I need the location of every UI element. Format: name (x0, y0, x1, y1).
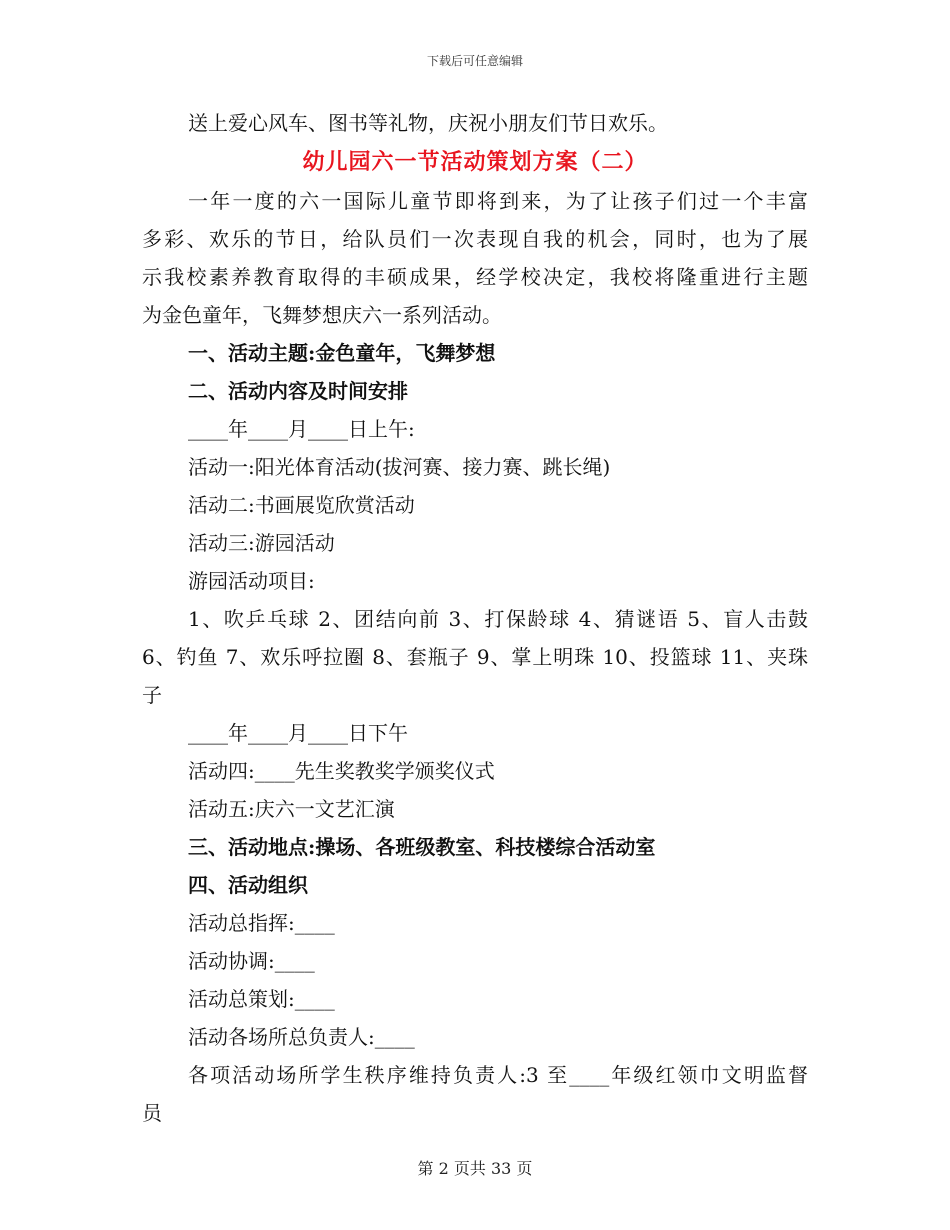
intro-line: 示我校素养教育取得的丰硕成果，经学校决定，我校将隆重进行主题 (142, 265, 808, 289)
section-heading: 一、活动主题:金色童年，飞舞梦想 (188, 341, 496, 365)
activity-item: 活动五:庆六一文艺汇演 (188, 797, 395, 821)
garden-items-line: 1、吹乒乓球 2、团结向前 3、打保龄球 4、猜谜语 5、盲人击鼓 (188, 607, 808, 631)
organization-item-continued: 员 (142, 1101, 162, 1125)
document-body (142, 104, 808, 1132)
intro-line: 多彩、欢乐的节日，给队员们一次表现自我的机会，同时，也为了展 (142, 227, 808, 251)
organization-item: 各项活动场所学生秩序维持负责人:3 至____年级红领巾文明监督 (188, 1063, 808, 1087)
header-note: 下载后可任意编辑 (426, 54, 523, 68)
garden-items-label: 游园活动项目: (188, 569, 315, 593)
intro-line: 一年一度的六一国际儿童节即将到来，为了让孩子们过一个丰富 (188, 189, 808, 213)
organization-item: 活动各场所总负责人:____ (188, 1025, 415, 1049)
section-heading: 三、活动地点:操场、各班级教室、科技楼综合活动室 (188, 835, 656, 859)
activity-item: 活动二:书画展览欣赏活动 (188, 493, 415, 517)
section-heading: 四、活动组织 (188, 873, 308, 897)
section-heading: 二、活动内容及时间安排 (188, 379, 408, 403)
document-title: 幼儿园六一节活动策划方案（二） (302, 149, 648, 175)
page-footer: 第 2 页共 33 页 (417, 1159, 533, 1178)
paragraph-line: 送上爱心风车、图书等礼物，庆祝小朋友们节日欢乐。 (188, 111, 668, 135)
intro-line: 为金色童年，飞舞梦想庆六一系列活动。 (142, 303, 502, 327)
organization-item: 活动协调:____ (188, 949, 315, 973)
date-line: ____年____月____日上午: (188, 417, 415, 441)
activity-item: 活动三:游园活动 (188, 531, 335, 555)
organization-item: 活动总指挥:____ (188, 911, 335, 935)
date-line: ____年____月____日下午 (188, 721, 408, 745)
organization-item: 活动总策划:____ (188, 987, 335, 1011)
activity-item: 活动一:阳光体育活动(拔河赛、接力赛、跳长绳) (188, 455, 611, 479)
garden-items-line: 子 (142, 683, 162, 707)
garden-items-line: 6、钓鱼 7、欢乐呼拉圈 8、套瓶子 9、掌上明珠 10、投篮球 11、夹珠 (142, 645, 808, 669)
activity-item: 活动四:____先生奖教奖学颁奖仪式 (188, 759, 495, 783)
